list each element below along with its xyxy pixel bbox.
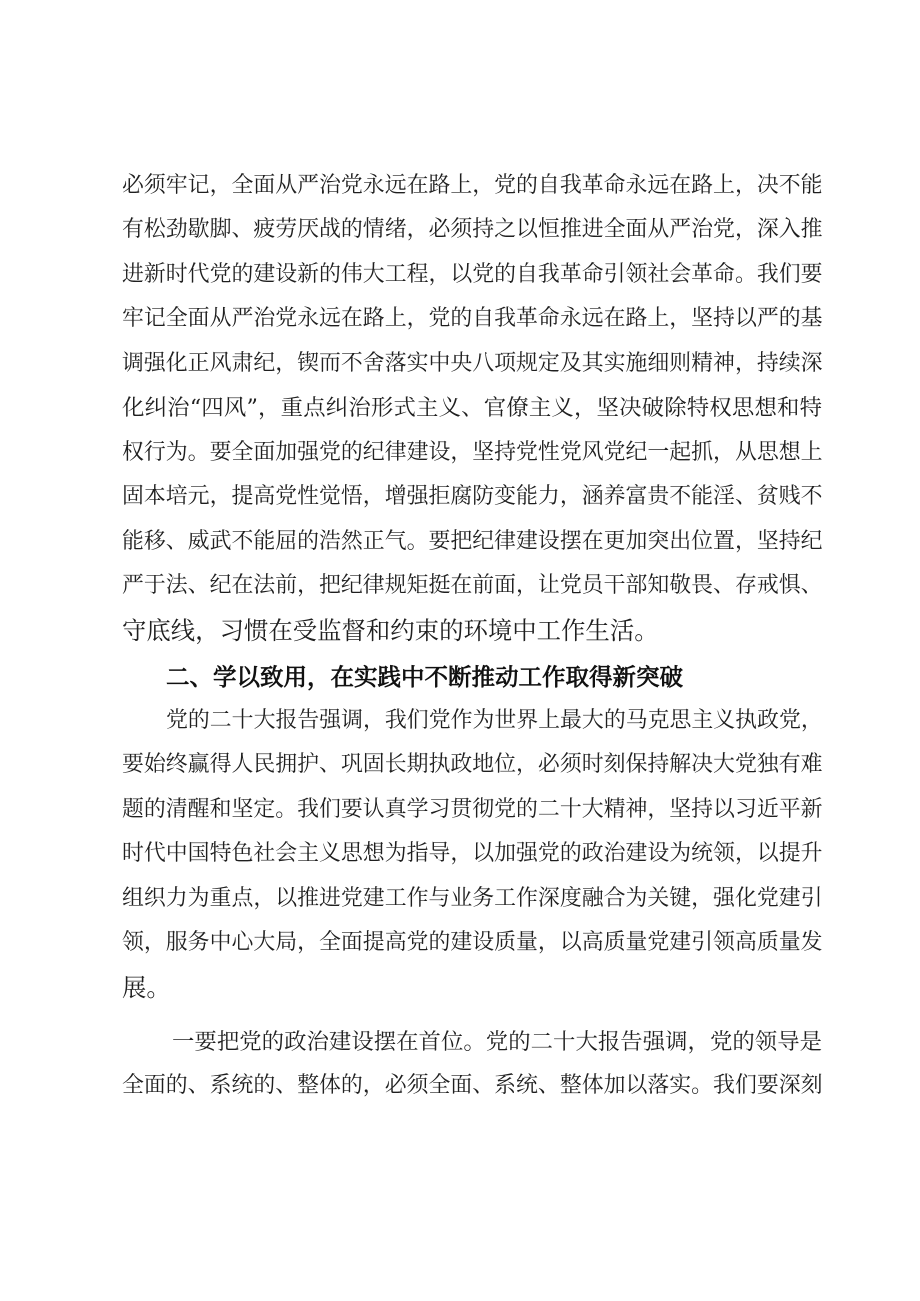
paragraph-1-line-8: 固本培元，提高党性觉悟，增强拒腐防变能力，涵养富贵不能淫、贫贱不 <box>122 484 823 509</box>
paragraph-1-line-9: 能移、威武不能屈的浩然正气。要把纪律建设摆在更加突出位置，坚持纪 <box>122 529 823 554</box>
paragraph-2-line-7: 展。 <box>122 973 171 1002</box>
paragraph-2-line-6: 领，服务中心大局，全面提高党的建设质量，以高质量党建引领高质量发 <box>122 930 823 955</box>
paragraph-1-line-6: 化纠治“四风”，重点纠治形式主义、官僚主义，坚决破除特权思想和特 <box>122 395 822 421</box>
paragraph-2-line-4: 时代中国特色社会主义思想为指导，以加强党的政治建设为统领，以提升 <box>122 841 823 866</box>
paragraph-3-line-2: 全面的、系统的、整体的，必须全面、系统、整体加以落实。我们要深刻 <box>122 1073 823 1098</box>
paragraph-2-line-2: 要始终赢得人民拥护、巩固长期执政地位，必须时刻保持解决大党独有难 <box>122 752 823 777</box>
section-heading: 二、学以致用，在实践中不断推动工作取得新突破 <box>166 663 683 691</box>
paragraph-1-line-3: 进新时代党的建设新的伟大工程，以党的自我革命引领社会革命。我们要 <box>122 262 823 287</box>
paragraph-1-line-11: 守底线，习惯在受监督和约束的环境中工作生活。 <box>122 616 659 645</box>
paragraph-2-line-3: 题的清醒和坚定。我们要认真学习贯彻党的二十大精神，坚持以习近平新 <box>122 797 823 822</box>
paragraph-1-line-10: 严于法、纪在法前，把纪律规矩挺在前面，让党员干部知敬畏、存戒惧、 <box>122 573 823 598</box>
paragraph-1-line-7: 权行为。要全面加强党的纪律建设，坚持党性党风党纪一起抓，从思想上 <box>122 440 823 465</box>
paragraph-1-line-4: 牢记全面从严治党永远在路上，党的自我革命永远在路上，坚持以严的基 <box>122 306 823 331</box>
paragraph-3-line-1: 一要把党的政治建设摆在首位。党的二十大报告强调，党的领导是 <box>172 1029 822 1055</box>
paragraph-2-line-1: 党的二十大报告强调，我们党作为世界上最大的马克思主义执政党， <box>166 708 823 733</box>
paragraph-2-line-5: 组织力为重点，以推进党建工作与业务工作深度融合为关键，强化党建引 <box>122 886 823 911</box>
paragraph-1-line-5: 调强化正风肃纪，锲而不舍落实中央八项规定及其实施细则精神，持续深 <box>122 351 823 376</box>
paragraph-1-line-2: 有松劲歇脚、疲劳厌战的情绪，必须持之以恒推进全面从严治党，深入推 <box>122 217 823 242</box>
paragraph-1-line-1: 必须牢记，全面从严治党永远在路上，党的自我革命永远在路上，决不能 <box>122 173 823 198</box>
